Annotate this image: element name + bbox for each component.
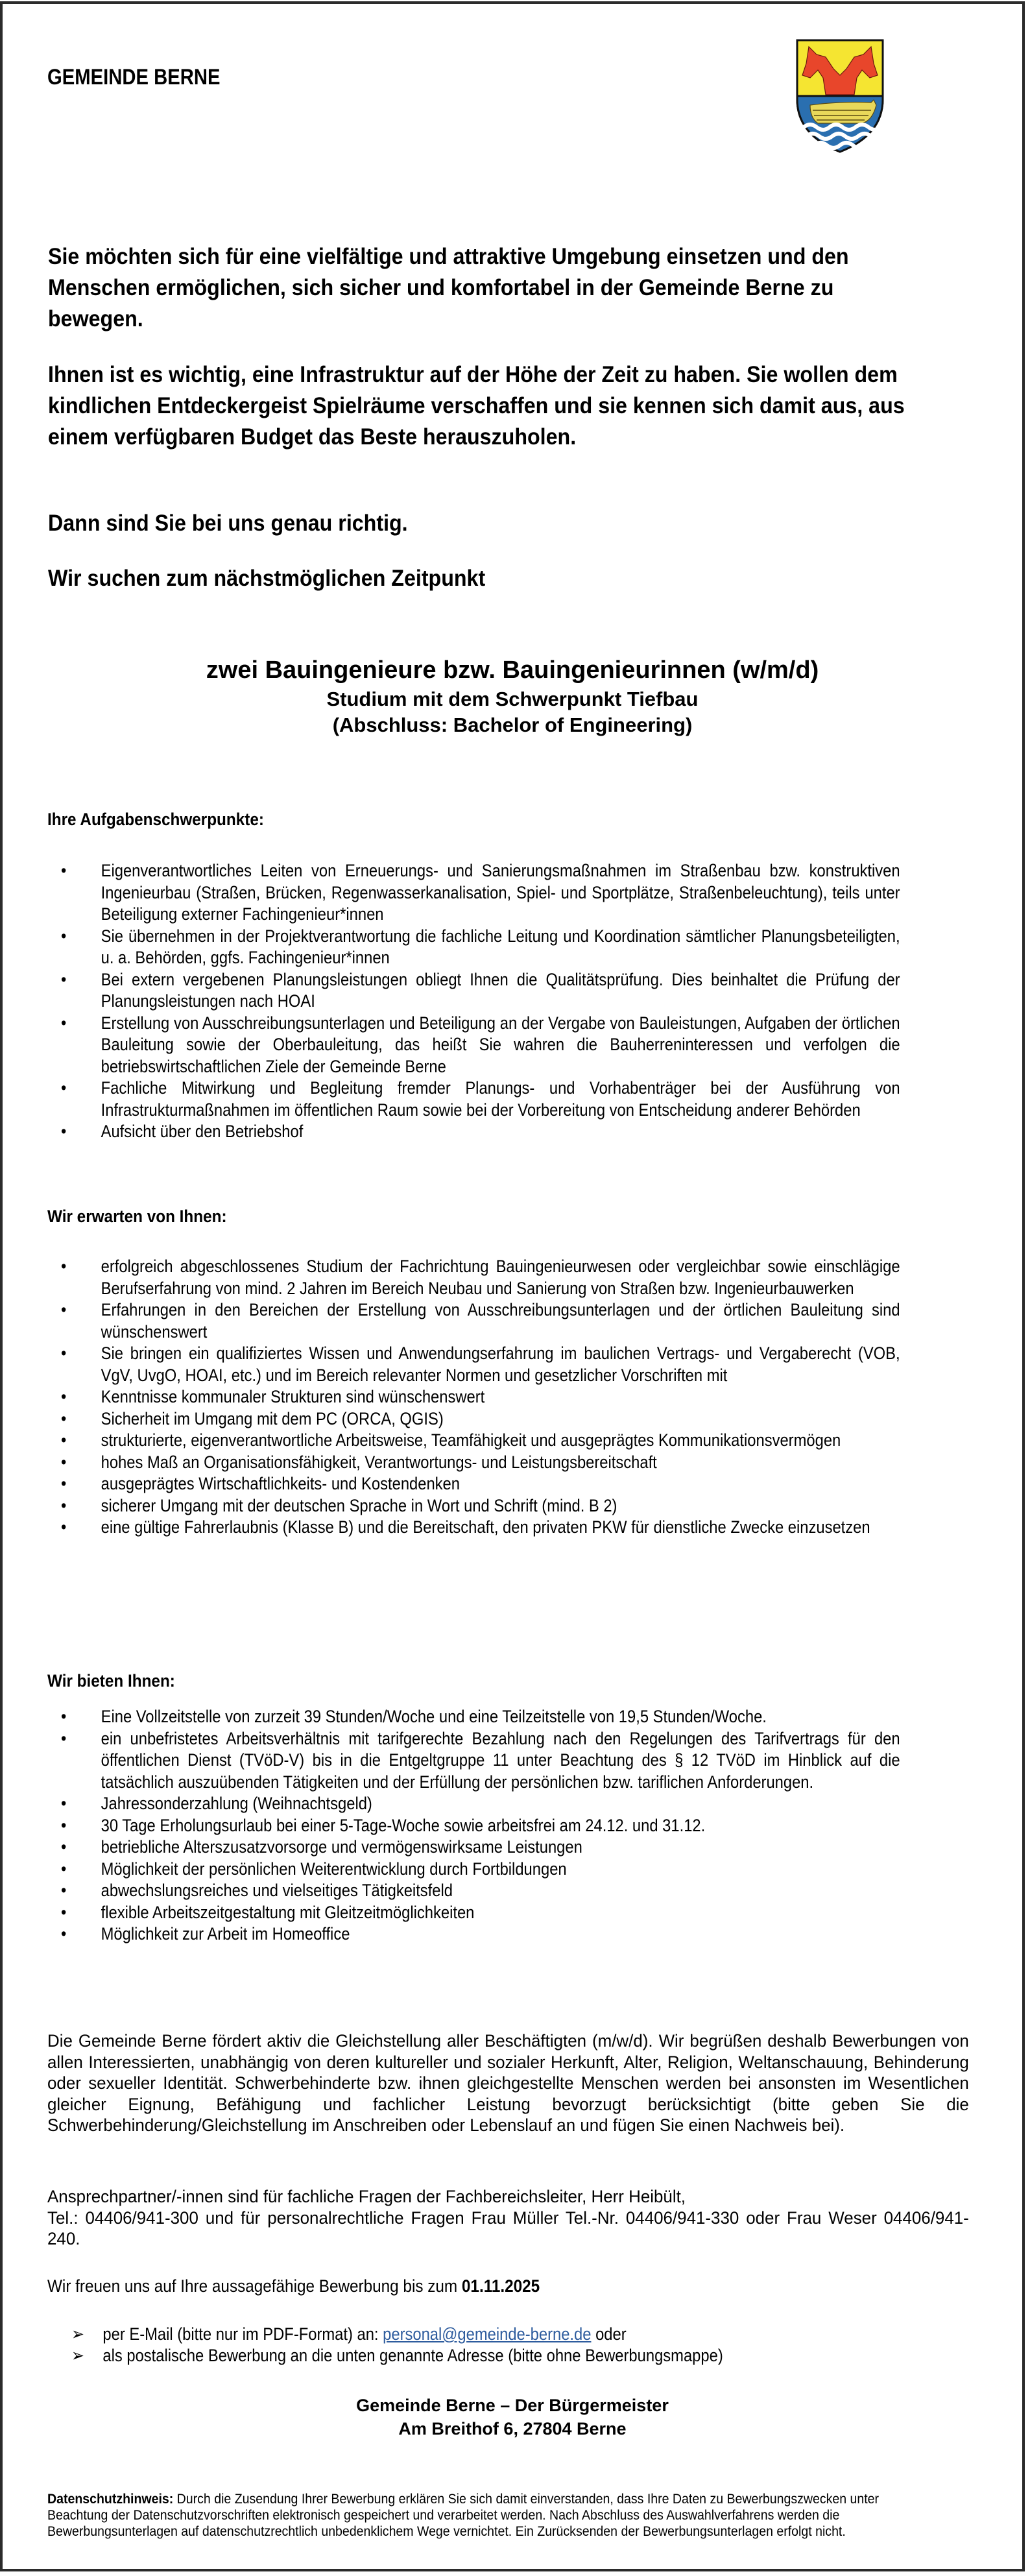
- intro-paragraph-3: Dann sind Sie bei uns genau richtig.: [48, 511, 408, 536]
- arrow-bullet-icon: ➢: [71, 2324, 84, 2344]
- list-item: • ausgeprägtes Wirtschaftlichkeits- und Kostendenken: [61, 1473, 900, 1495]
- contacts-line-1: Ansprechpartner/-innen sind für fachliche Fragen der Fachbereichsleiter, Herr Heibült,: [47, 2187, 686, 2206]
- organization-title: GEMEINDE BERNE: [47, 65, 221, 90]
- position-subtitle-2: (Abschluss: Bachelor of Engineering): [332, 714, 693, 736]
- privacy-text: Durch die Zusendung Ihrer Bewerbung erklären Sie sich damit einverstanden, dass Ihre Daten zu Bewerbungszwecken unter Beachtung der Datenschutzvorschriften elektronisch gespeichert und verarbeitet werden. Nach Abschluss des Auswahlverfahrens werden die Bewerbungsunterlagen auf datenschutzrechtlich unbedenklichem Wege vernichtet. Ein Zurücksenden der Bewerbungsunterlagen erfolgt nicht.: [47, 2492, 880, 2539]
- list-item: • Sie bringen ein qualifiziertes Wissen und Anwendungserfahrung im baulichen Vertrags- und Vergaberecht (VOB, VgV, UvgO, HOAI, etc.) und im Bereich relevanter Normen und gesetzlicher Vorschriften mit: [61, 1343, 900, 1386]
- expectations-heading: Wir erwarten von Ihnen:: [47, 1207, 227, 1226]
- list-item: • abwechslungsreiches und vielseitiges Tätigkeitsfeld: [61, 1880, 900, 1902]
- list-item: • Aufsicht über den Betriebshof: [61, 1121, 900, 1143]
- list-item: • Sicherheit im Umgang mit dem PC (ORCA, QGIS): [61, 1408, 900, 1430]
- offers-heading: Wir bieten Ihnen:: [47, 1671, 175, 1691]
- position-subtitle-1: Studium mit dem Schwerpunkt Tiefbau: [326, 688, 699, 710]
- list-item: • Eigenverantwortliches Leiten von Erneuerungs- und Sanierungsmaßnahmen im Straßenbau bzw. konstruktiven Ingenieurbau (Straßen, Brücken, Regenwasserkanalisation, Spiel- und Sportplätze, Straßenbeleuchtung), teils unter Beteiligung externer Fachingenieur*innen: [61, 860, 900, 926]
- coat-of-arms-icon: [795, 38, 885, 154]
- equality-statement: Die Gemeinde Berne fördert aktiv die Gleichstellung aller Beschäftigten (m/w/d). Wir begrüßen deshalb Bewerbungen von allen Interessierten, unabhängig von deren kultureller und sozialer Herkunft, Alter, Religion, Weltanschauung, Behinderung oder sexueller Identität. Schwerbehinderte bzw. ihnen gleichgestellte Menschen werden bei ansonsten im Wesentlichen gleicher Eignung, Befähigung und fachlicher Leistung bevorzugt berücksichtigt (bitte geben Sie die Schwerbehinderung/Gleichstellung im Anschreiben oder Lebenslauf an und fügen Sie einen Nachweis bei).: [47, 2031, 969, 2135]
- expectations-list: [61, 1256, 900, 1539]
- privacy-notice: [47, 2491, 928, 2540]
- list-item: • erfolgreich abgeschlossenes Studium der Fachrichtung Bauingenieurwesen oder vergleichbar sowie einschlägige Berufserfahrung von mind. 2 Jahren im Bereich Neubau und Sanierung von Straßen bzw. Ingenieurbauwerken: [61, 1256, 900, 1299]
- list-item: • ein unbefristetes Arbeitsverhältnis mit tarifgerechte Bezahlung nach den Regelungen des Tarifvertrags für den öffentlichen Dienst (TVöD-V) bis in die Entgeltgruppe 11 unter Beachtung des § 12 TVöD im Hinblick auf die tatsächlich auszuübenden Tätigkeiten und der Erfüllung der persönlichen bzw. tariflichen Anforderungen.: [61, 1728, 900, 1794]
- option-email: ➢ per E-Mail (bitte nur im PDF-Format) an: personal@gemeinde-berne.de oder: [71, 2324, 627, 2344]
- application-intro: Wir freuen uns auf Ihre aussagefähige Bewerbung bis zum: [47, 2276, 462, 2296]
- list-item: • 30 Tage Erholungsurlaub bei einer 5-Tage-Woche sowie arbeitsfrei am 24.12. und 31.12.: [61, 1815, 900, 1837]
- list-item: • eine gültige Fahrerlaubnis (Klasse B) und die Bereitschaft, den privaten PKW für dienstliche Zwecke einzusetzen: [61, 1517, 900, 1539]
- list-item: • sicherer Umgang mit der deutschen Sprache in Wort und Schrift (mind. B 2): [61, 1495, 900, 1517]
- arrow-bullet-icon: ➢: [71, 2346, 84, 2365]
- list-item: • Jahressonderzahlung (Weihnachtsgeld): [61, 1793, 900, 1815]
- list-item: • Sie übernehmen in der Projektverantwortung die fachliche Leitung und Koordination sämtlicher Planungsbeteiligten, u. a. Behörden, ggfs. Fachingenieur*innen: [61, 926, 900, 969]
- signature-address: Am Breithof 6, 27804 Berne: [398, 2419, 627, 2438]
- deadline-date: 01.11.2025: [461, 2276, 540, 2296]
- list-item: • strukturierte, eigenverantwortliche Arbeitsweise, Teamfähigkeit und ausgeprägtes Kommunikationsvermögen: [61, 1430, 900, 1452]
- privacy-label: Datenschutzhinweis:: [47, 2492, 174, 2507]
- tasks-list: [61, 860, 900, 1143]
- list-item: • betriebliche Alterszusatzvorsorge und vermögenswirksame Leistungen: [61, 1836, 900, 1859]
- list-item: • Erfahrungen in den Bereichen der Erstellung von Ausschreibungsunterlagen und der örtlichen Bauleitung sind wünschenswert: [61, 1299, 900, 1343]
- contacts-block: [47, 2186, 969, 2250]
- application-options: [71, 2324, 870, 2366]
- list-item: • Möglichkeit der persönlichen Weiterentwicklung durch Fortbildungen: [61, 1859, 900, 1881]
- list-item: • Bei extern vergebenen Planungsleistungen obliegt Ihnen die Qualitätsprüfung. Dies beinhaltet die Prüfung der Planungsleistungen nach HOAI: [61, 969, 900, 1013]
- list-item: • Kenntnisse kommunaler Strukturen sind wünschenswert: [61, 1386, 900, 1408]
- list-item: • Möglichkeit zur Arbeit im Homeoffice: [61, 1923, 900, 1945]
- offers-list: [61, 1706, 900, 1945]
- intro-paragraph-4: Wir suchen zum nächstmöglichen Zeitpunkt: [48, 566, 486, 591]
- tasks-heading: Ihre Aufgabenschwerpunkte:: [47, 810, 264, 829]
- application-deadline: [47, 2276, 911, 2297]
- position-title: zwei Bauingenieure bzw. Bauingenieurinnen (w/m/d): [206, 656, 819, 684]
- list-item: • hohes Maß an Organisationsfähigkeit, Verantwortungs- und Leistungsbereitschaft: [61, 1452, 900, 1474]
- intro-paragraph-1: Sie möchten sich für eine vielfältige und attraktive Umgebung einsetzen und den Menschen ermöglichen, sich sicher und komfortabel in der Gemeinde Berne zu bewegen.: [48, 244, 849, 331]
- list-item: • Erstellung von Ausschreibungsunterlagen und Beteiligung an der Vergabe von Bauleistungen, Aufgaben der örtlichen Bauleitung sowie der Oberbauleitung, das heißt Sie wahren die Bauherreninteressen und verfolgen die betriebswirtschaftlichen Ziele der Gemeinde Berne: [61, 1013, 900, 1078]
- email-link[interactable]: personal@gemeinde-berne.de: [383, 2324, 592, 2344]
- list-item: • flexible Arbeitszeitgestaltung mit Gleitzeitmöglichkeiten: [61, 1902, 900, 1924]
- intro-paragraph-2: Ihnen ist es wichtig, eine Infrastruktur auf der Höhe der Zeit zu haben. Sie wollen dem kindlichen Entdeckergeist Spielräume verschaffen und sie kennen sich damit aus, aus einem verfügbaren Budget das Beste herauszuholen.: [48, 362, 905, 450]
- list-item: • Fachliche Mitwirkung und Begleitung fremder Planungs- und Vorhabenträger bei der Ausführung von Infrastrukturmaßnahmen im öffentlichen Raum sowie bei der Vorbereitung von Entscheidung anderer Behörden: [61, 1077, 900, 1121]
- contacts-line-2: Tel.: 04406/941-300 und für personalrechtliche Fragen Frau Müller Tel.-Nr. 04406/941-330 oder Frau Weser 04406/941-240.: [47, 2208, 969, 2248]
- signature-line-1: Gemeinde Berne – Der Bürgermeister: [356, 2396, 669, 2415]
- list-item: • Eine Vollzeitstelle von zurzeit 39 Stunden/Woche und eine Teilzeitstelle von 19,5 Stunden/Woche.: [61, 1706, 900, 1728]
- option-postal: ➢ als postalische Bewerbung an die unten genannte Adresse (bitte ohne Bewerbungsmappe): [71, 2346, 723, 2365]
